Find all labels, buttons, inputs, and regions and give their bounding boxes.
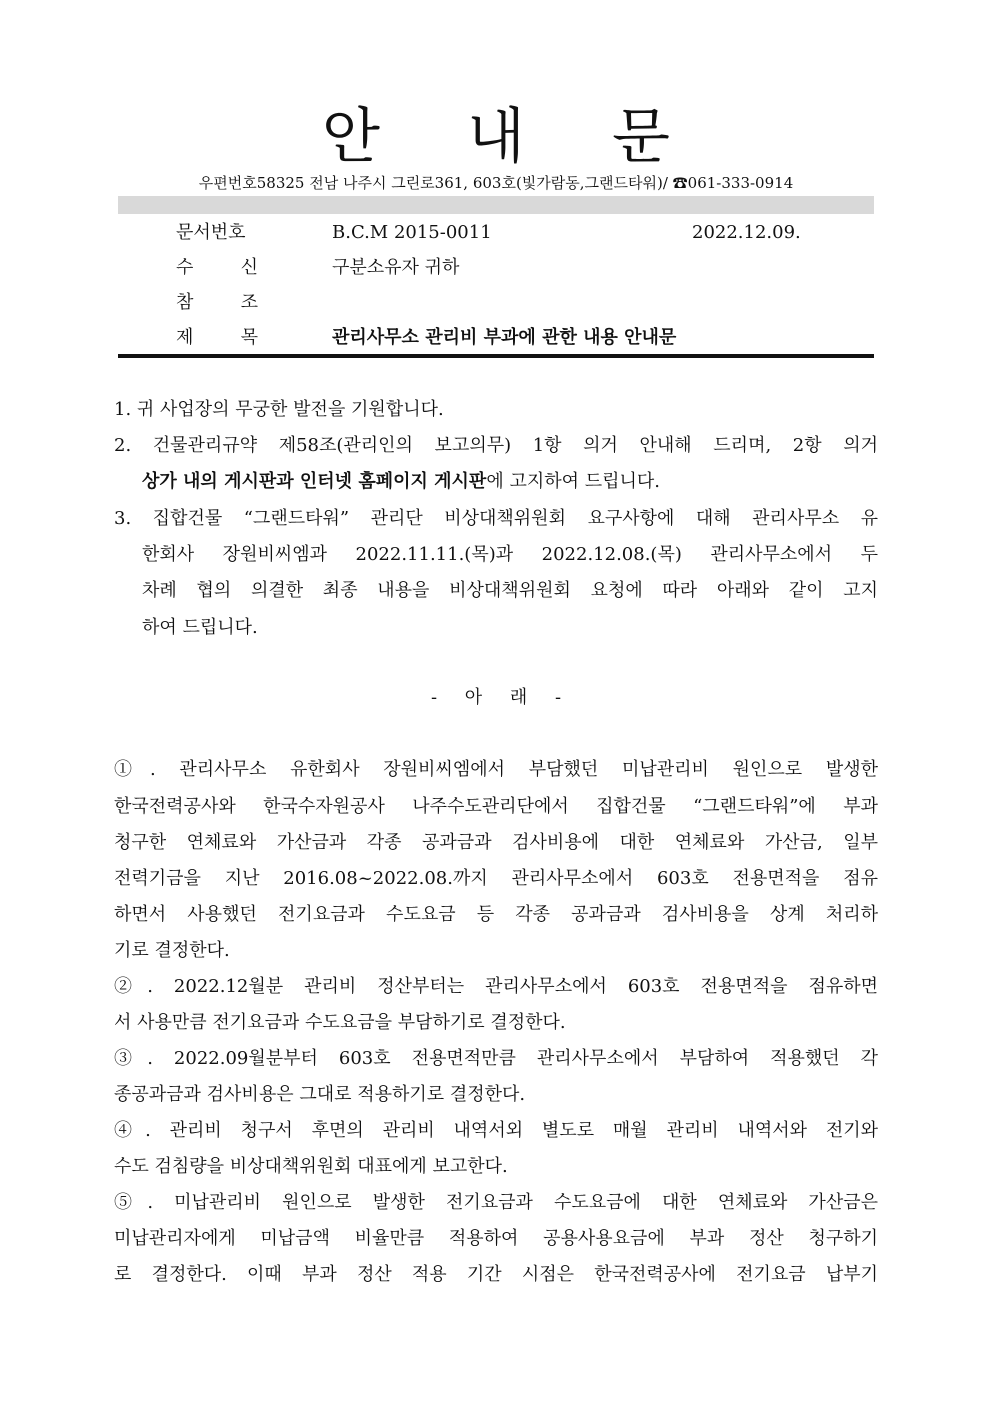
reference-label: 참 조: [176, 292, 258, 313]
para-5-line-2: 미납관리자에게 미납금액 비율만큼 적용하여 공용사용요금에 부과 정산 청구하기: [114, 1228, 878, 1249]
subject-label: 제 목: [176, 327, 258, 348]
header-divider: [118, 354, 874, 358]
doc-number-value: B.C.M 2015-0011: [332, 222, 492, 243]
item-2-line-2: [142, 464, 660, 500]
reference-row: [0, 288, 992, 318]
item-2-line-1: 2. 건물관리규약 제58조(관리인의 보고의무) 1항 의거 안내해 드리며, 2항 의거: [114, 435, 878, 456]
subject-value: 관리사무소 관리비 부과에 관한 내용 안내문: [332, 327, 677, 348]
para-1-line-5: 하면서 사용했던 전기요금과 수도요금 등 각종 공과금과 검사비용을 상계 처리하: [114, 904, 878, 925]
doc-number-label: 문서번호: [176, 222, 246, 243]
recipient-row: [0, 253, 992, 283]
para-5-line-1: ⑤. 미납관리비 원인으로 발생한 전기요금과 수도요금에 대한 연체료와 가산금은: [114, 1192, 878, 1213]
item-2-bold-text: 상가 내의 게시판과 인터넷 홈페이지 게시판: [142, 471, 487, 492]
item-3-line-3: 차례 협의 의결한 최종 내용을 비상대책위원회 요청에 따라 아래와 같이 고지: [142, 580, 878, 601]
para-4-line-2: 수도 검침량을 비상대책위원회 대표에게 보고한다.: [114, 1156, 508, 1177]
item-2-rest-text: 에 고지하여 드립니다.: [486, 471, 660, 492]
para-1-line-3: 청구한 연체료와 가산금과 각종 공과금과 검사비용에 대한 연체료와 가산금, 일부: [114, 832, 878, 853]
recipient-value: 구분소유자 귀하: [332, 257, 460, 278]
para-5-line-3: 로 결정한다. 이때 부과 정산 적용 기간 시점은 한국전력공사에 전기요금 납부기: [114, 1264, 878, 1285]
para-1-line-4: 전력기금을 지난 2016.08~2022.08.까지 관리사무소에서 603호 전용면적을 점유: [114, 868, 878, 889]
document-title: 안 내 문: [321, 102, 705, 172]
para-3-line-2: 종공과금과 검사비용은 그대로 적용하기로 결정한다.: [114, 1084, 526, 1105]
sender-address: 우편번호58325 전남 나주시 그린로361, 603호(빛가람동,그랜드타워)/ ☎061-333-0914: [198, 174, 794, 192]
item-3-line-4: 하여 드립니다.: [142, 617, 258, 638]
recipient-label: 수 신: [176, 257, 258, 278]
para-2-line-2: 서 사용만큼 전기요금과 수도요금을 부담하기로 결정한다.: [114, 1012, 566, 1033]
para-2-line-1: ②. 2022.12월분 관리비 정산부터는 관리사무소에서 603호 전용면적을 점유하면: [114, 976, 878, 997]
para-1-line-6: 기로 결정한다.: [114, 940, 230, 961]
para-1-line-1: ①. 관리사무소 유한회사 장원비씨엠에서 부담했던 미납관리비 원인으로 발생한: [114, 759, 878, 780]
item-3-line-2: 한회사 장원비씨엠과 2022.11.11.(목)과 2022.12.08.(목) 관리사무소에서 두: [142, 544, 878, 565]
below-heading: - 아 래 -: [430, 687, 562, 708]
item-1: 1. 귀 사업장의 무궁한 발전을 기원합니다.: [114, 399, 444, 420]
doc-number-row: [0, 218, 992, 248]
subject-row: [0, 323, 992, 353]
item-3-line-1: 3. 집합건물 “그랜드타워” 관리단 비상대책위원회 요구사항에 대해 관리사무소 유: [114, 508, 878, 529]
para-1-line-2: 한국전력공사와 한국수자원공사 나주수도관리단에서 집합건물 “그랜드타워”에 부과: [114, 796, 878, 817]
header-shade-bar: [118, 196, 874, 214]
para-4-line-1: ④. 관리비 청구서 후면의 관리비 내역서외 별도로 매월 관리비 내역서와 전기와: [114, 1120, 878, 1141]
doc-date: 2022.12.09.: [692, 222, 801, 243]
para-3-line-1: ③. 2022.09월분부터 603호 전용면적만큼 관리사무소에서 부담하여 적용했던 각: [114, 1048, 878, 1069]
